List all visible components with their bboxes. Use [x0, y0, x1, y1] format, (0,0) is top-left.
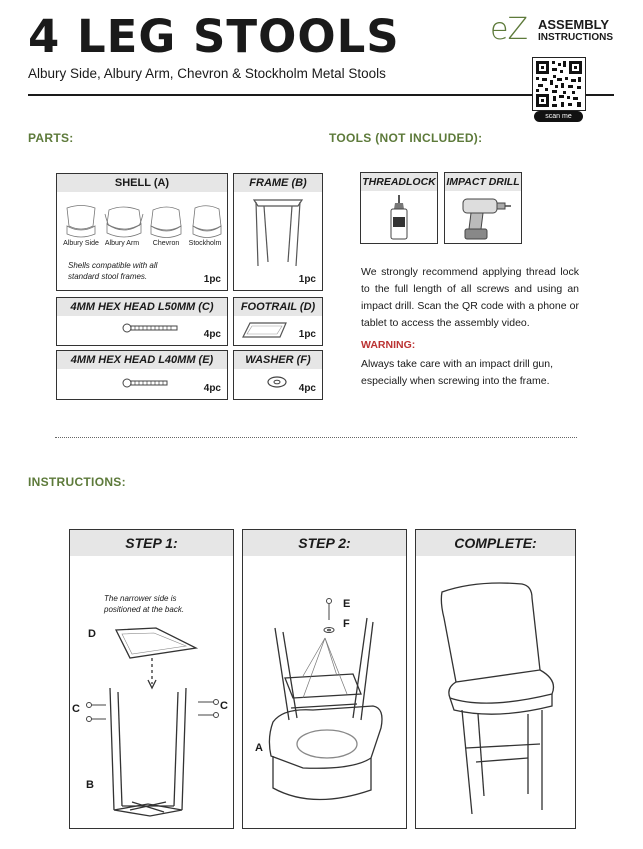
footrail-icon — [240, 320, 290, 340]
part-shell-card — [56, 173, 228, 291]
qr-code-icon[interactable] — [532, 57, 586, 111]
step-1-diagram — [70, 558, 233, 826]
brand-logo: eZ — [490, 12, 528, 47]
part-washer-card — [233, 350, 323, 400]
part-footrail-qty: 1pc — [298, 329, 316, 340]
part-frame-label: FRAME (B) — [234, 174, 322, 192]
part-screw-e-card — [56, 350, 228, 400]
tool-impact-drill-card — [444, 172, 522, 244]
shell-variants-icon — [61, 204, 223, 242]
page-title: 4 LEG STOOLS — [28, 10, 400, 63]
shell-variant-albury-arm: Albury Arm — [104, 240, 140, 247]
step-2-diagram — [243, 558, 406, 826]
tools-heading: TOOLS (NOT INCLUDED): — [329, 131, 483, 145]
step-2-label-e: E — [343, 598, 351, 610]
warning-text: Always take care with an impact drill gun, especially when screwing into the frame. — [361, 358, 553, 387]
shell-variant-chevron: Chevron — [152, 240, 180, 247]
step-2-label-f: F — [343, 618, 350, 630]
scan-me-badge: scan me — [534, 111, 583, 122]
step-2-label-a: A — [255, 742, 263, 754]
impact-drill-icon — [455, 195, 513, 241]
part-footrail-label: FOOTRAIL (D) — [234, 298, 322, 316]
part-screw-c-card — [56, 297, 228, 346]
screw-e-icon — [121, 377, 171, 389]
shell-variant-stockholm: Stockholm — [188, 240, 222, 247]
tools-recommendation-text: We strongly recommend applying thread lock to the full length of all screws and using an impact drill. Scan the QR code with a phone or tablet to access the assembly video. — [361, 266, 579, 329]
complete-panel — [415, 529, 576, 829]
step-1-label-d: D — [88, 628, 96, 640]
part-screw-c-label: 4MM HEX HEAD L50MM (C) — [57, 298, 227, 316]
washer-icon — [266, 375, 288, 389]
threadlock-bottle-icon — [387, 193, 411, 241]
tool-impact-drill-label: IMPACT DRILL — [445, 173, 521, 191]
parts-heading: PARTS: — [28, 131, 74, 145]
part-frame-card — [233, 173, 323, 291]
logo-line-1: ASSEMBLY — [538, 17, 610, 32]
complete-title: COMPLETE: — [416, 530, 575, 556]
shell-compat-note: Shells compatible with all standard stool frames. — [68, 261, 158, 281]
step-1-note: The narrower side is positioned at the back. — [104, 594, 185, 614]
part-footrail-card — [233, 297, 323, 346]
part-washer-label: WASHER (F) — [234, 351, 322, 369]
part-screw-e-label: 4MM HEX HEAD L40MM (E) — [57, 351, 227, 369]
screw-c-icon — [121, 322, 181, 334]
logo-line-2: INSTRUCTIONS — [538, 32, 613, 43]
complete-stool-diagram — [416, 558, 575, 826]
header-rule — [28, 94, 614, 96]
step-1-label-b: B — [86, 779, 94, 791]
part-screw-e-qty: 4pc — [203, 383, 221, 394]
step-1-title: STEP 1: — [70, 530, 233, 556]
step-1-label-c-right: C — [220, 700, 228, 712]
part-washer-qty: 4pc — [298, 383, 316, 394]
part-shell-label: SHELL (A) — [57, 174, 227, 192]
page-subtitle: Albury Side, Albury Arm, Chevron & Stockholm Metal Stools — [28, 66, 386, 81]
tool-threadlock-card — [360, 172, 438, 244]
shell-variant-albury-side: Albury Side — [63, 240, 99, 247]
step-1-panel — [69, 529, 234, 829]
section-divider — [55, 437, 577, 438]
frame-icon — [248, 196, 308, 268]
step-2-panel — [242, 529, 407, 829]
part-frame-qty: 1pc — [298, 274, 316, 285]
tool-threadlock-label: THREADLOCK — [361, 173, 437, 191]
instructions-heading: INSTRUCTIONS: — [28, 475, 126, 489]
step-2-title: STEP 2: — [243, 530, 406, 556]
step-1-label-c-left: C — [72, 703, 80, 715]
part-screw-c-qty: 4pc — [203, 329, 221, 340]
warning-label: WARNING: — [361, 339, 416, 351]
part-shell-qty: 1pc — [203, 274, 221, 285]
